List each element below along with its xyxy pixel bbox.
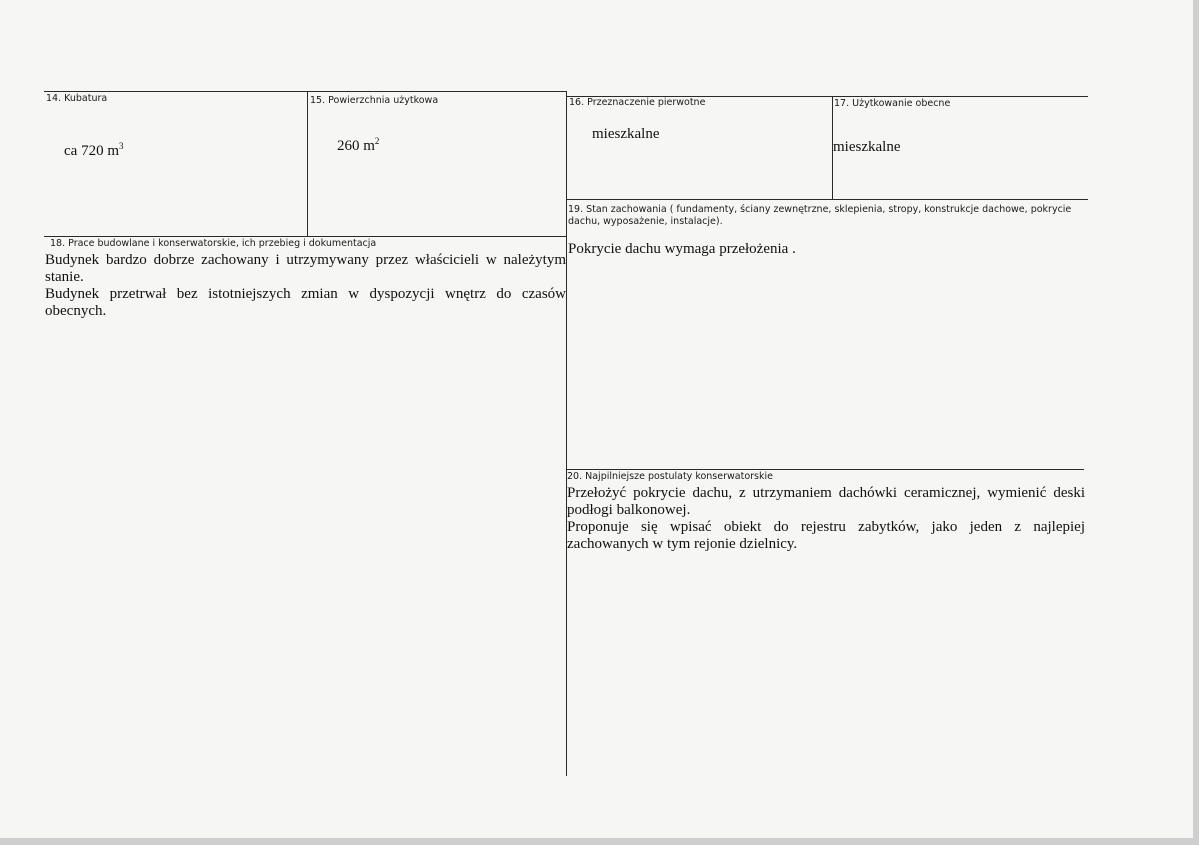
field-19-label: 19. Stan zachowania ( fundamenty, ściany zewnętrzne, sklepienia, stropy, konstrukcje dachowe, pokrycie dachu, wyposażenie, instalacje). xyxy=(568,204,1072,227)
field-18-label: 18. Prace budowlane i konserwatorskie, ich przebieg i dokumentacja xyxy=(50,238,377,249)
field-15-value-exponent: 2 xyxy=(374,136,380,146)
field-14-value-text: ca 720 m xyxy=(64,143,119,159)
field-18-paragraph-2: Budynek przetrwał bez istotniejszych zmian w dyspozycji wnętrz do czasów obecnych. xyxy=(45,286,566,319)
field-16-label: 16. Przeznaczenie pierwotne xyxy=(569,97,706,108)
field-18-paragraph-1: Budynek bardzo dobrze zachowany i utrzymywany przez właścicieli w należytym stanie. xyxy=(45,252,566,285)
field-19-value: Pokrycie dachu wymaga przełożenia . xyxy=(568,241,796,257)
field-14-value xyxy=(64,143,123,160)
field-15-label: 15. Powierzchnia użytkowa xyxy=(310,95,439,106)
field-15-value-text: 260 m xyxy=(337,138,375,154)
field-15-value xyxy=(337,138,379,155)
rule-above-19 xyxy=(566,199,1088,200)
field-16-value: mieszkalne xyxy=(592,126,660,142)
field-18-text xyxy=(45,252,566,320)
scan-edge-right xyxy=(1193,0,1199,845)
rule-above-20 xyxy=(566,469,1084,470)
field-20-paragraph-2: Proponuje się wpisać obiekt do rejestru zabytków, jako jeden z najlepiej zachowanych w tym rejonie dzielnicy. xyxy=(567,519,1085,552)
scan-edge-bottom xyxy=(0,838,1199,845)
rule-v-15 xyxy=(307,91,308,236)
field-20-label: 20. Najpilniejsze postulaty konserwatorskie xyxy=(567,471,773,482)
rule-top-left xyxy=(44,91,566,92)
field-20-paragraph-1: Przełożyć pokrycie dachu, z utrzymaniem dachówki ceramicznej, wymienić deski podłogi balkonowej. xyxy=(567,485,1085,518)
field-14-label: 14. Kubatura xyxy=(46,93,108,104)
rule-above-18 xyxy=(44,236,566,237)
field-20-text xyxy=(567,485,1085,553)
rule-v-center xyxy=(566,91,567,776)
field-17-label: 17. Użytkowanie obecne xyxy=(834,98,951,109)
field-14-value-exponent: 3 xyxy=(118,141,124,151)
field-17-value: mieszkalne xyxy=(833,139,901,155)
